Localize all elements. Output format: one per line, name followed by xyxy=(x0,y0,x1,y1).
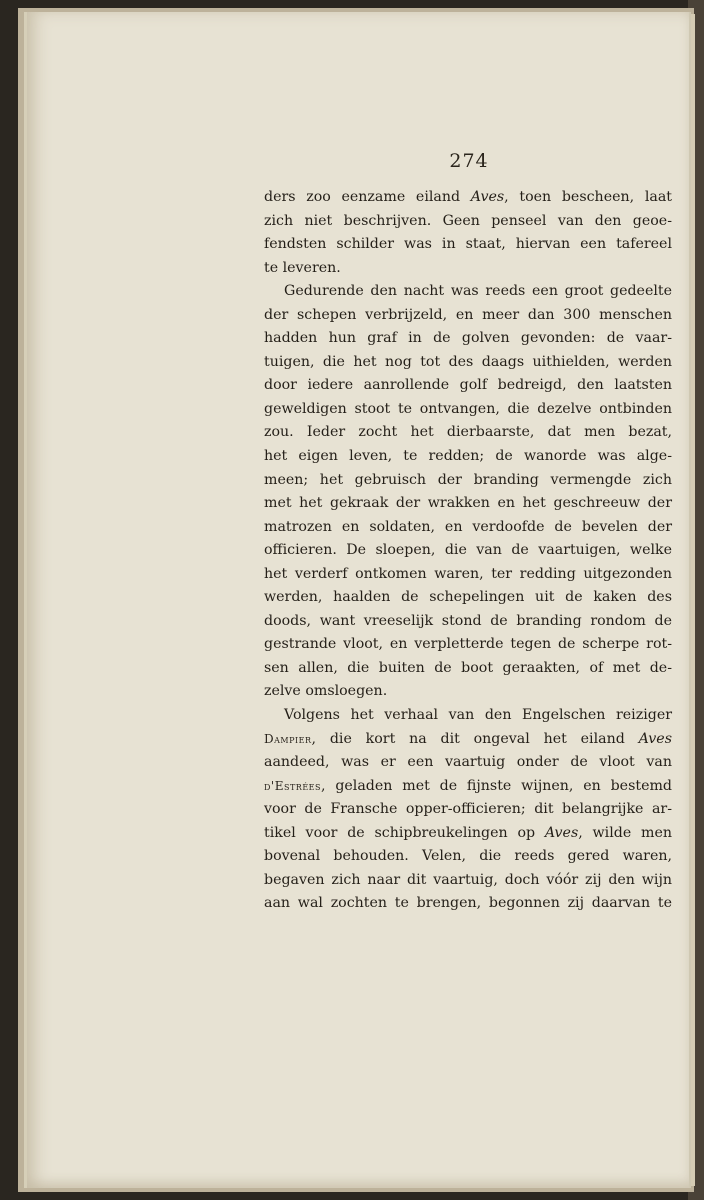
text-span: hadden hun graf in de golven gevonden: de vaar- xyxy=(264,330,672,347)
text-span: Volgens het verhaal van den Engelschen reiziger xyxy=(284,707,672,724)
text-span: ders zoo eenzame eiland xyxy=(264,189,471,205)
text-span: werden, haalden de schepelingen uit de kaken des xyxy=(264,589,672,606)
text-span: d'Estrées xyxy=(264,778,321,793)
text-line xyxy=(264,257,672,281)
text-span: meen; het gebruisch der branding vermengde zich xyxy=(264,471,672,488)
text-span: zelve omsloegen. xyxy=(264,683,388,700)
text-span: voor de Fransche opper-officieren; dit belangrijke ar- xyxy=(264,801,672,818)
text-line xyxy=(264,728,672,752)
text-span: zich niet beschrijven. Geen penseel van den geoe- xyxy=(264,212,672,229)
text-line xyxy=(264,492,672,516)
text-span: doods, want vreeselijk stond de branding rondom de xyxy=(264,612,672,629)
text-line xyxy=(264,421,672,445)
text-line xyxy=(264,751,672,775)
text-span: aandeed, was er een vaartuig onder de vloot van xyxy=(264,754,672,771)
text-span: bovenal behouden. Velen, die reeds gered waren, xyxy=(264,848,672,865)
text-line xyxy=(264,304,672,328)
text-line xyxy=(264,516,672,540)
text-span: te leveren. xyxy=(264,259,341,276)
text-span: tikel voor de schipbreukelingen op xyxy=(264,824,545,841)
text-line xyxy=(264,869,672,893)
text-line xyxy=(264,586,672,610)
text-line xyxy=(264,892,672,916)
text-span: tuigen, die het nog tot des daags uithielden, werden xyxy=(264,353,672,370)
text-span: Aves xyxy=(544,824,579,841)
page-number: 274 xyxy=(449,150,489,172)
text-span: officieren. De sloepen, die van de vaartuigen, welke xyxy=(264,542,672,559)
text-span: geweldigen stoot te ontvangen, die dezelve ontbinden xyxy=(264,400,672,417)
text-line xyxy=(264,445,672,469)
text-span: met het gekraak der wrakken en het geschreeuw der xyxy=(264,495,672,512)
text-line xyxy=(264,610,672,634)
text-line xyxy=(264,798,672,822)
text-span: der schepen verbrijzeld, en meer dan 300 menschen xyxy=(264,306,672,323)
text-line xyxy=(264,233,672,257)
text-line xyxy=(264,704,672,728)
text-line xyxy=(264,775,672,799)
body-text xyxy=(264,186,672,916)
text-span: Dampier xyxy=(264,731,312,746)
text-line xyxy=(264,327,672,351)
text-span: zou. Ieder zocht het dierbaarste, dat men bezat, xyxy=(264,424,672,441)
text-span: , geladen met de fijnste wijnen, en bestemd xyxy=(320,777,672,794)
text-span: het verderf ontkomen waren, ter redding uitgezonden xyxy=(264,565,672,582)
text-line xyxy=(264,280,672,304)
text-span: sen allen, die buiten de boot geraakten, of met de- xyxy=(264,659,672,676)
text-line xyxy=(264,633,672,657)
text-line xyxy=(264,845,672,869)
text-line xyxy=(264,657,672,681)
text-line xyxy=(264,186,672,210)
text-line xyxy=(264,539,672,563)
text-span: het eigen leven, te redden; de wanorde was alge- xyxy=(264,448,672,465)
text-line xyxy=(264,374,672,398)
text-line xyxy=(264,822,672,846)
text-span: matrozen en soldaten, en verdoofde de bevelen der xyxy=(264,518,672,535)
text-span: begaven zich naar dit vaartuig, doch vóór zij den wijn xyxy=(264,871,672,888)
text-span: aan wal zochten te brengen, begonnen zij daarvan te xyxy=(264,895,672,912)
text-span: gestrande vloot, en verpletterde tegen de scherpe rot- xyxy=(264,636,672,653)
text-line xyxy=(264,351,672,375)
text-span: , wilde men xyxy=(578,824,672,841)
text-span: , toen bescheen, laat xyxy=(504,189,672,205)
text-span: , die kort na dit ongeval het eiland xyxy=(311,730,639,747)
text-span: Aves xyxy=(470,189,505,205)
text-span: Aves xyxy=(638,730,672,747)
text-line xyxy=(264,563,672,587)
text-span: Gedurende den nacht was reeds een groot gedeelte xyxy=(284,283,672,300)
text-span: fendsten schilder was in staat, hiervan een tafereel xyxy=(264,236,672,253)
text-span: door iedere aanrollende golf bedreigd, den laatsten xyxy=(264,377,672,394)
text-line xyxy=(264,398,672,422)
text-line xyxy=(264,680,672,704)
text-line xyxy=(264,210,672,234)
text-line xyxy=(264,469,672,493)
